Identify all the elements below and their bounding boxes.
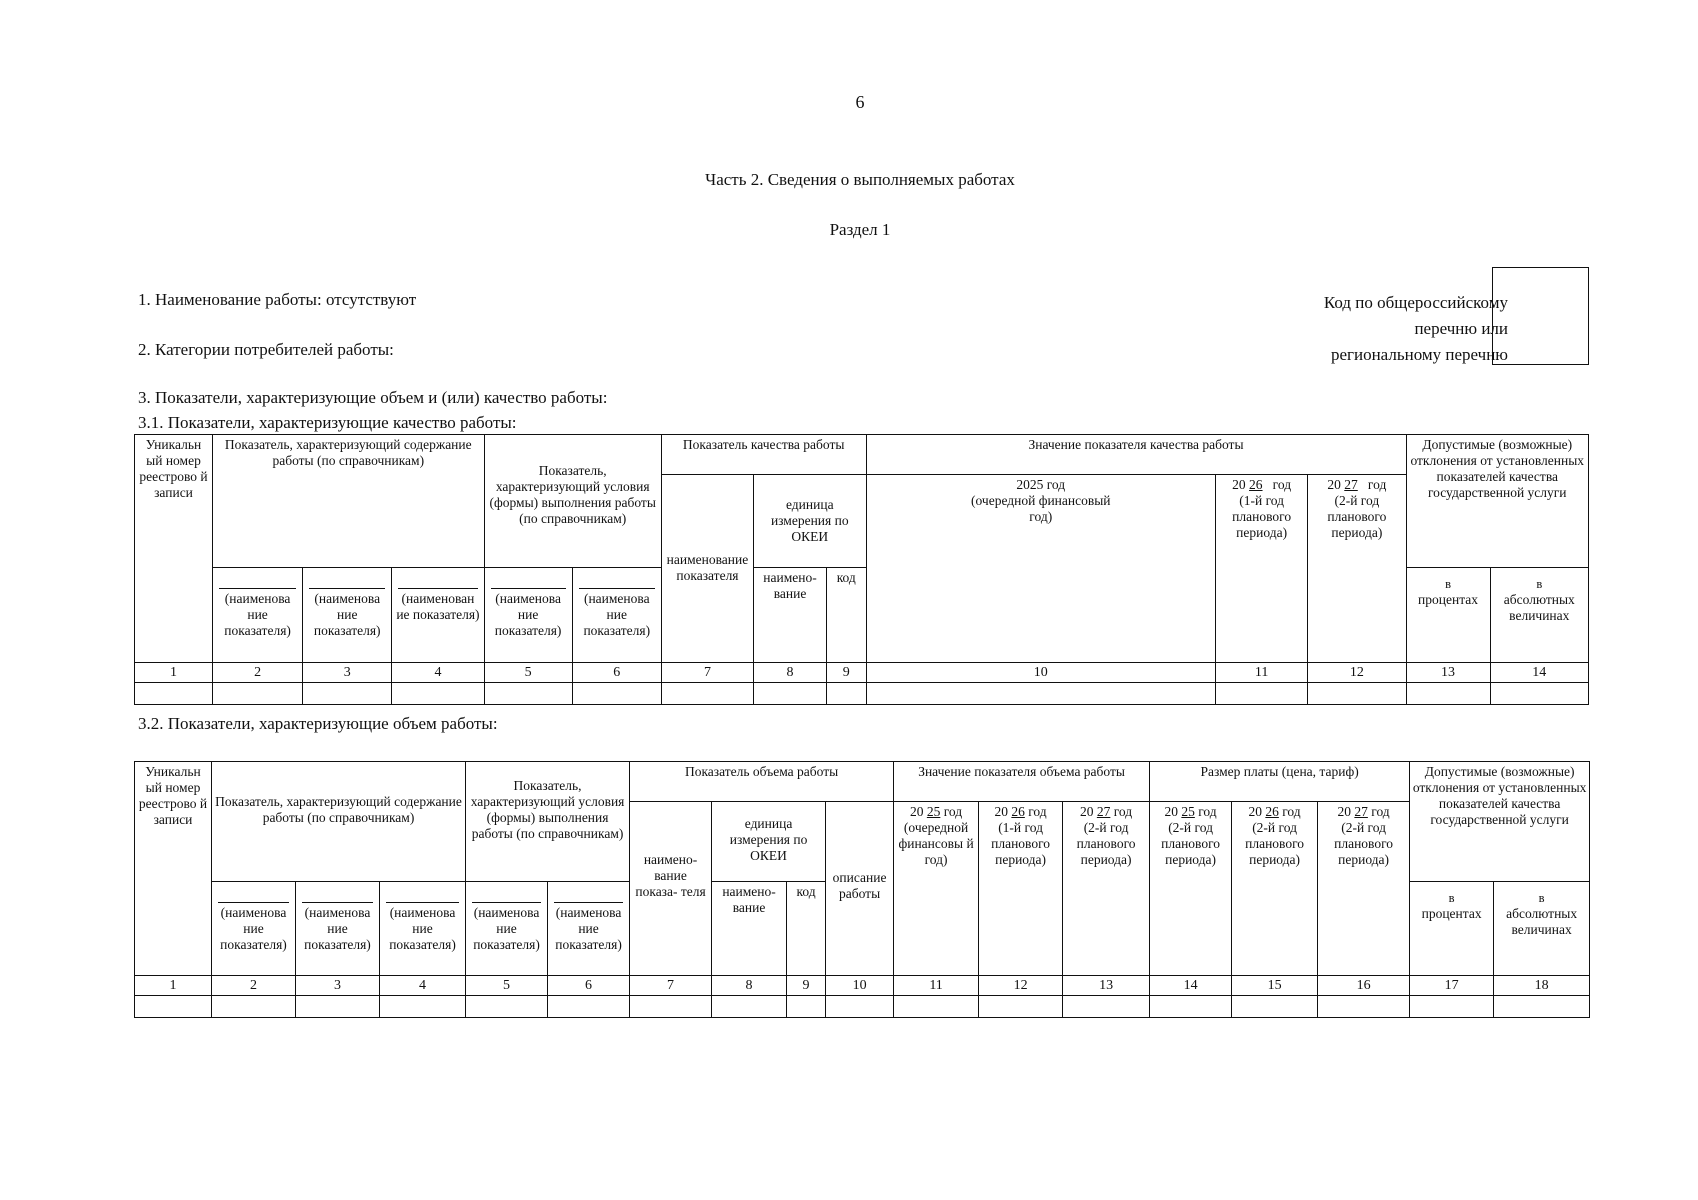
col-num: 9 [826,663,866,683]
empty-cell[interactable] [1410,996,1494,1018]
code-label-line3: региональному перечню [1330,345,1508,364]
col-num: 1 [135,976,212,996]
col-num: 15 [1232,976,1318,996]
empty-cell[interactable] [1318,996,1410,1018]
year-2026-header [1216,475,1308,663]
code-label-line1: Код по общероссийскому [1323,293,1508,312]
empty-cell[interactable] [135,996,212,1018]
volume-heading: 3.2. Показатели, характеризующие объем работы: [138,714,498,733]
empty-cell[interactable] [380,996,466,1018]
col-num: 14 [1490,663,1588,683]
empty-cell[interactable] [1232,996,1318,1018]
condition-name-2: (наименова ние показателя) [572,568,661,663]
table-row [135,996,1590,1018]
col-num: 18 [1494,976,1590,996]
condition-name-1: (наименова ние показателя) [484,568,572,663]
empty-cell[interactable] [135,683,213,705]
empty-cell[interactable] [212,996,296,1018]
col-num: 11 [1216,663,1308,683]
empty-cell[interactable] [296,996,380,1018]
year-2027-suffix: год [1367,477,1387,492]
col-num: 2 [212,976,296,996]
col-num: 8 [754,663,827,683]
col-num: 6 [548,976,630,996]
empty-cell[interactable] [826,683,866,705]
col-num: 6 [572,663,661,683]
empty-cell[interactable] [466,996,548,1018]
consumer-categories-line: 2. Категории потребителей работы: [138,340,394,359]
quality-heading: 3.1. Показатели, характеризующие качество работы: [138,413,517,432]
year-2026-suffix: год [1272,477,1292,492]
col-num: 13 [1063,976,1150,996]
year-2027-header [1308,475,1406,663]
column-numbers-row [135,976,1590,996]
empty-cell[interactable] [1490,683,1588,705]
deviation-absolute-header: в абсолютных величинах [1494,882,1590,976]
empty-cell[interactable] [630,996,712,1018]
empty-cell[interactable] [303,683,392,705]
col-num: 10 [866,663,1216,683]
col-num: 4 [380,976,466,996]
volume-2025-header: 20 25 год (очередной финансовы й год) [894,802,979,976]
unit-code-header: код [787,882,826,976]
col-num: 11 [894,976,979,996]
code-label [1324,290,1508,368]
column-numbers-row [135,663,1589,683]
col-num: 7 [630,976,712,996]
empty-cell[interactable] [754,683,827,705]
quality-table [134,434,1589,705]
volume-table [134,761,1590,1018]
work-description-header: описание работы [826,802,894,976]
volume-values-header: Значение показателя объема работы [894,762,1150,802]
content-name-3: (наименован ие показателя) [392,568,484,663]
empty-cell[interactable] [826,996,894,1018]
col-num: 1 [135,663,213,683]
page-number: 6 [855,92,865,112]
code-box[interactable] [1492,267,1589,365]
content-name-2: (наименова ние показателя) [303,568,392,663]
year-2025-sub: (очередной финансовый год) [971,493,1111,524]
col-num: 7 [661,663,753,683]
quality-indicator-header: Показатель качества работы [661,435,866,475]
empty-cell[interactable] [484,683,572,705]
empty-cell[interactable] [661,683,753,705]
section-title: Раздел 1 [829,220,891,239]
volume-indicator-header: Показатель объема работы [630,762,894,802]
empty-cell[interactable] [894,996,979,1018]
unique-record-header: Уникальн ый номер реестрово й записи [135,762,212,976]
unit-name-header: наимено- вание [712,882,787,976]
fee-2025-header: 20 25 год (2-й год планового периода) [1150,802,1232,976]
year-2026-prefix: 20 [1232,477,1246,492]
content-name-2: (наименова ние показателя) [296,882,380,976]
col-num: 10 [826,976,894,996]
col-num: 16 [1318,976,1410,996]
col-num: 5 [484,663,572,683]
col-num: 2 [213,663,303,683]
volume-2026-header: 20 26 год (1-й год планового периода) [979,802,1063,976]
year-2027-prefix: 20 [1327,477,1341,492]
col-num: 4 [392,663,484,683]
fee-2027-header: 20 27 год (2-й год планового периода) [1318,802,1410,976]
indicator-name-header: наименование показателя [661,475,753,663]
year-2027-sub: (2-й год планового периода) [1327,493,1387,540]
year-2025-title: 2025 год [1016,477,1066,492]
deviation-absolute-header: в абсолютных величинах [1490,568,1588,663]
unique-record-header: Уникальн ый номер реестрово й записи [135,435,213,663]
indicators-heading: 3. Показатели, характеризующие объем и (или) качество работы: [138,388,608,407]
content-name-1: (наименова ние показателя) [213,568,303,663]
col-num: 13 [1406,663,1490,683]
empty-cell[interactable] [787,996,826,1018]
quality-values-header: Значение показателя качества работы [866,435,1406,475]
condition-name-2: (наименова ние показателя) [548,882,630,976]
empty-cell[interactable] [866,683,1216,705]
empty-cell[interactable] [979,996,1063,1018]
content-name-1: (наименова ние показателя) [212,882,296,976]
empty-cell[interactable] [213,683,303,705]
empty-cell[interactable] [1406,683,1490,705]
col-num: 3 [296,976,380,996]
col-num: 14 [1150,976,1232,996]
empty-cell[interactable] [1216,683,1308,705]
year-2026-number: 26 [1249,477,1263,492]
unit-header: единица измерения по ОКЕИ [712,802,826,882]
empty-cell[interactable] [1494,996,1590,1018]
year-2027-number: 27 [1344,477,1358,492]
table-row [135,683,1589,705]
empty-cell[interactable] [1308,683,1406,705]
empty-cell[interactable] [712,996,787,1018]
conditions-indicator-header: Показатель, характеризующий условия (формы) выполнения работы (по справочникам) [466,762,630,882]
deviations-header: Допустимые (возможные) отклонения от установленных показателей качества государственной услуги [1410,762,1590,882]
col-num: 3 [303,663,392,683]
col-num: 8 [712,976,787,996]
content-indicator-header: Показатель, характеризующий содержание работы (по справочникам) [213,435,485,568]
col-num: 5 [466,976,548,996]
deviations-header: Допустимые (возможные) отклонения от установленных показателей качества государственной услуги [1406,435,1589,568]
fee-2026-header: 20 26 год (2-й год планового периода) [1232,802,1318,976]
work-name-line: 1. Наименование работы: отсутствуют [138,290,417,309]
content-indicator-header: Показатель, характеризующий содержание работы (по справочникам) [212,762,466,882]
indicator-name-header: наимено- вание показа- теля [630,802,712,976]
col-num: 12 [979,976,1063,996]
part-title: Часть 2. Сведения о выполняемых работах [705,170,1015,189]
unit-name-header: наимено- вание [754,568,827,663]
year-2025-header [866,475,1216,663]
conditions-indicator-header: Показатель, характеризующий условия (формы) выполнения работы (по справочникам) [484,435,661,568]
content-name-3: (наименова ние показателя) [380,882,466,976]
empty-cell[interactable] [1150,996,1232,1018]
code-label-line2: перечню или [1414,319,1508,338]
col-num: 17 [1410,976,1494,996]
empty-cell[interactable] [572,683,661,705]
deviation-percent-header: в процентах [1406,568,1490,663]
fee-header: Размер платы (цена, тариф) [1150,762,1410,802]
unit-header: единица измерения по ОКЕИ [754,475,866,568]
volume-2027-header: 20 27 год (2-й год планового периода) [1063,802,1150,976]
year-2026-sub: (1-й год планового периода) [1232,493,1292,540]
col-num: 12 [1308,663,1406,683]
empty-cell[interactable] [1063,996,1150,1018]
col-num: 9 [787,976,826,996]
empty-cell[interactable] [548,996,630,1018]
deviation-percent-header: в процентах [1410,882,1494,976]
unit-code-header: код [826,568,866,663]
empty-cell[interactable] [392,683,484,705]
condition-name-1: (наименова ние показателя) [466,882,548,976]
